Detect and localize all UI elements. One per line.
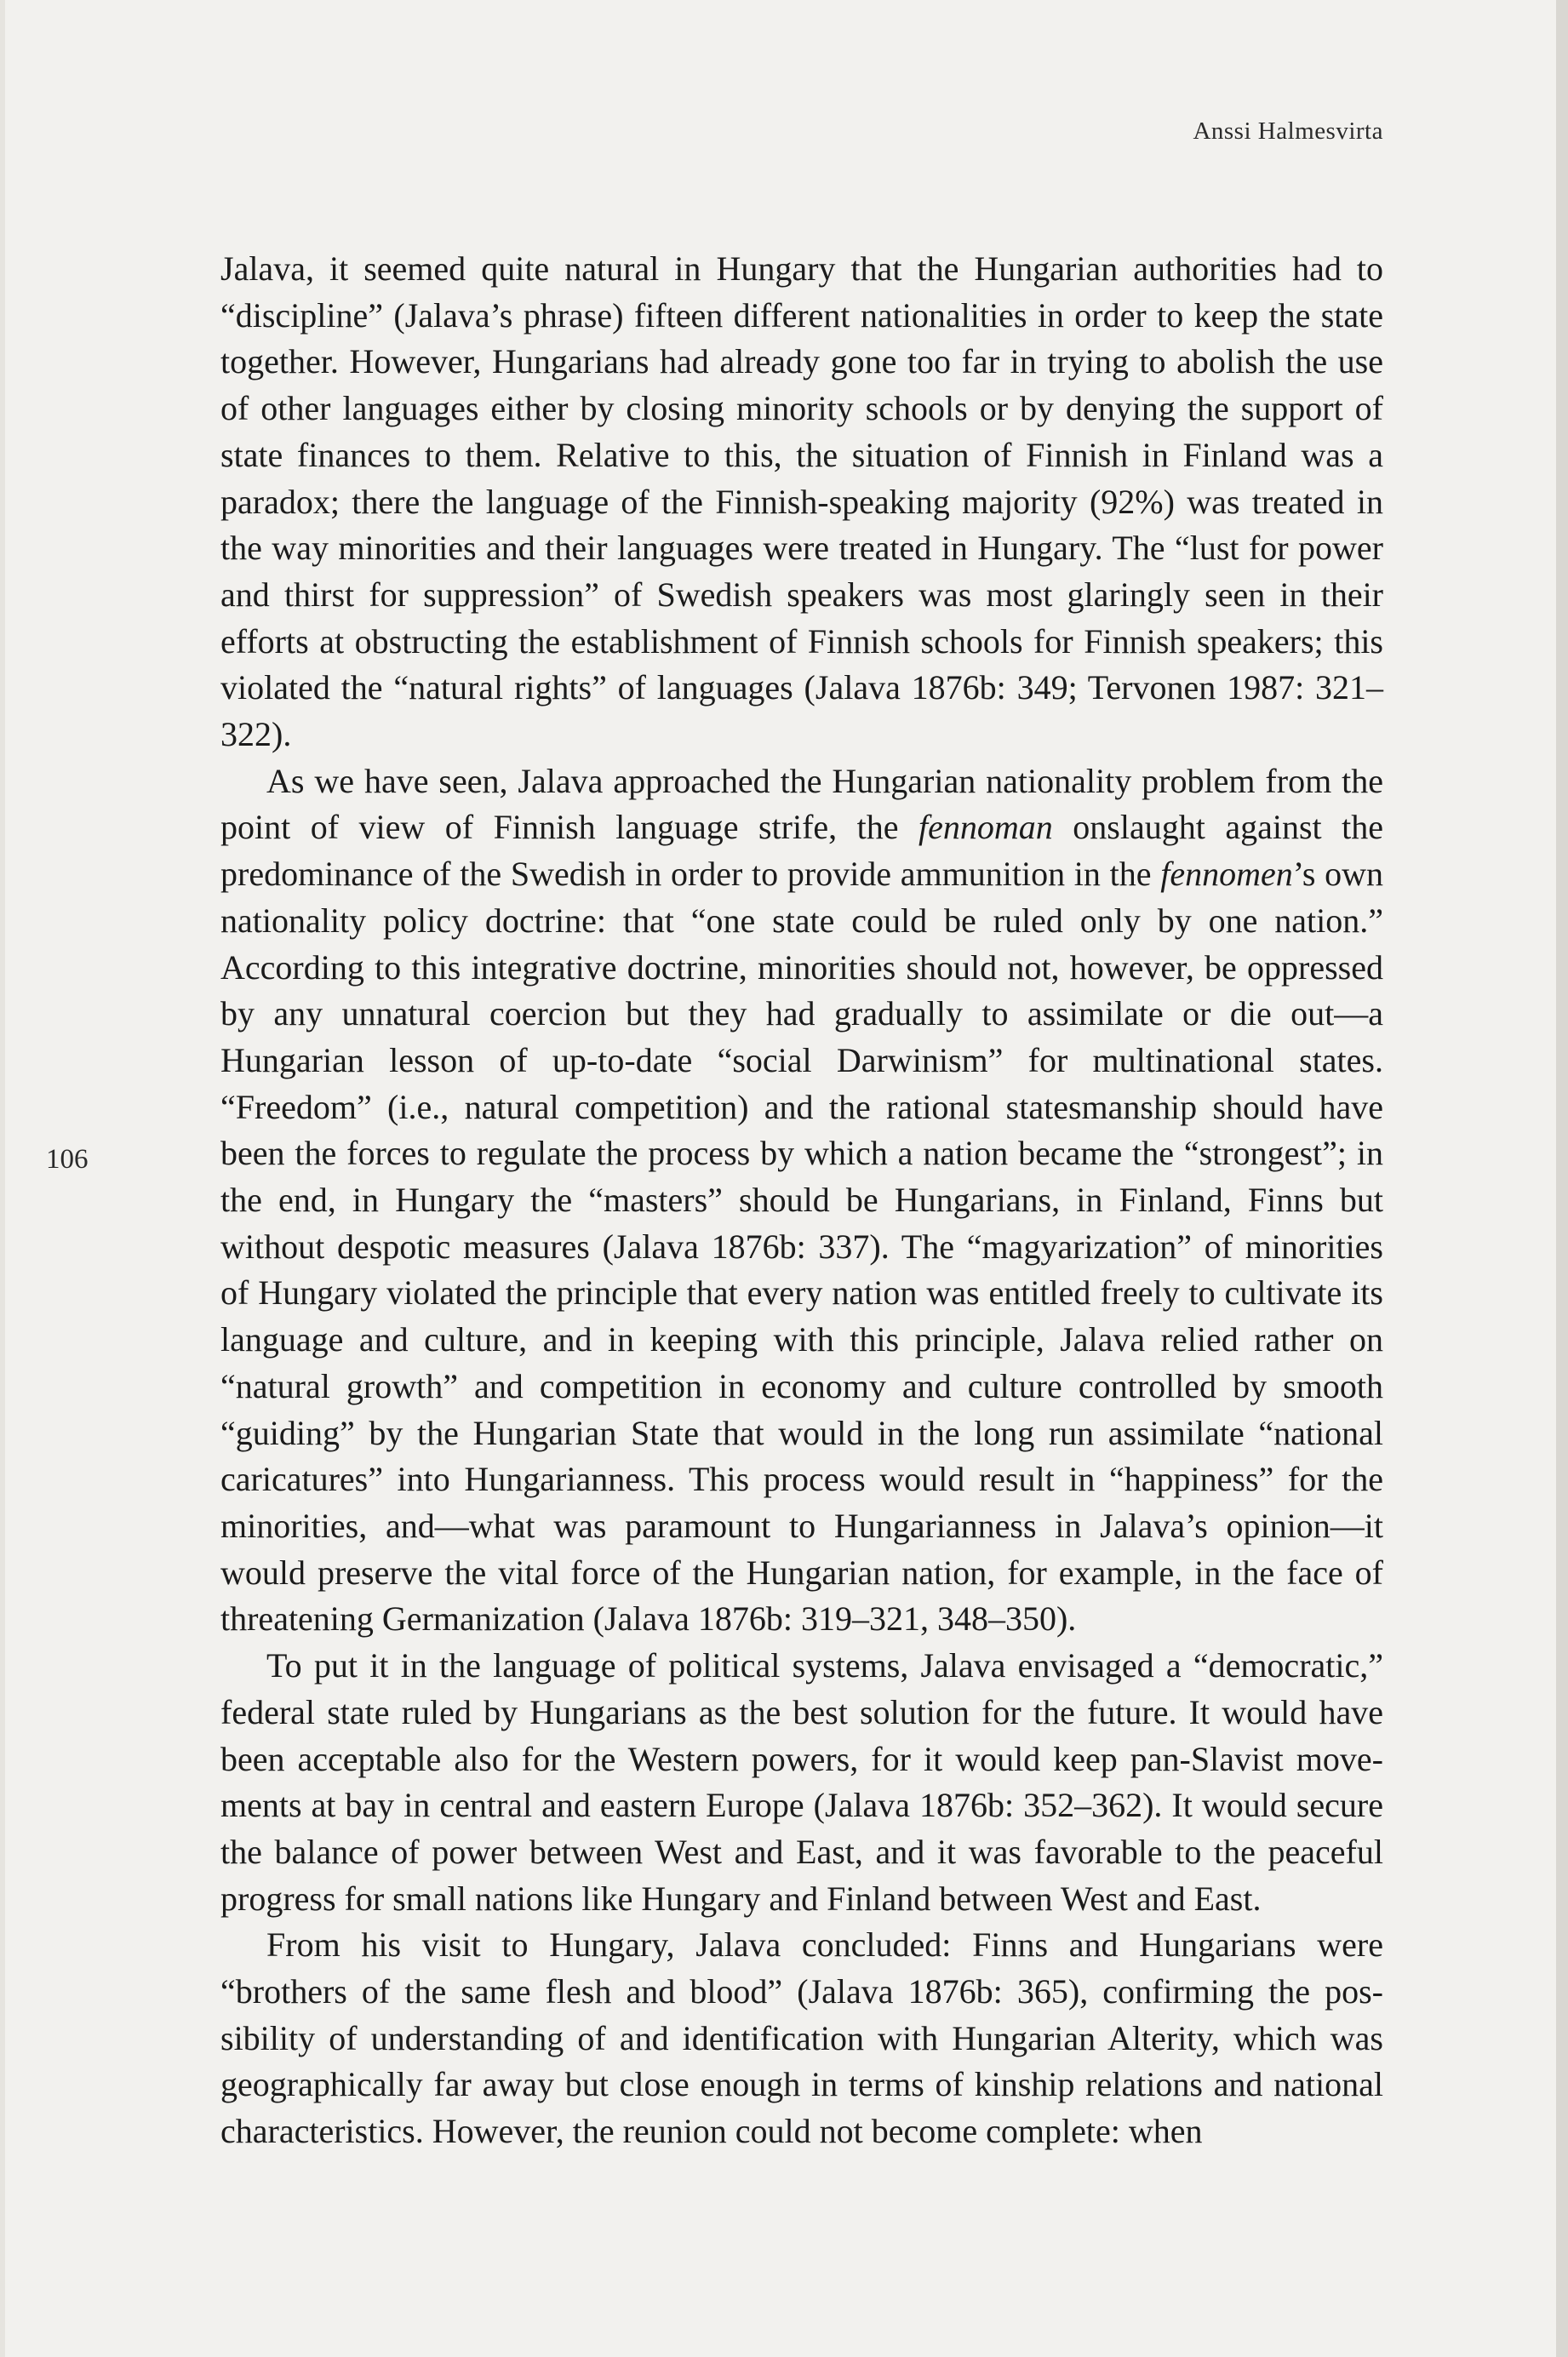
paragraph-2-part-1: As we have seen, Jalava approached the Hungarian nationality problem from the point of view of Finnish language strife, the <box>220 761 1383 847</box>
paragraph-2-italic-fennoman: fennoman <box>918 808 1053 847</box>
paragraph-3: To put it in the language of political systems, Jalava envisaged a “democratic,” federal state ruled by Hungarians as the best solution for the future. It would have been acceptable also for the Western powers, for it would keep pan-Slavist movements at bay in central and eastern Europe (Jalava 1876b: 352–362). It would secure the balance of power between West and East, and it was favorable to the peaceful progress for small nations like Hungary and Finland between West and East. <box>220 1646 1383 1918</box>
body-text <box>220 246 1383 2155</box>
paragraph-4: From his visit to Hungary, Jalava concluded: Finns and Hungarians were “brothers of the same flesh and blood” (Jalava 1876b: 365), confirming the possibility of understanding of and identification with Hungarian Alterity, which was geographically far away but close enough in terms of kinship relations and national characteristics. However, the reunion could not become complete: when <box>220 1925 1383 2151</box>
paragraph-1: Jalava, it seemed quite natural in Hungary that the Hungarian authorities had to “discipline” (Jalava’s phrase) fifteen different nationalities in order to keep the state together. However, Hungarians had already gone too far in trying to abolish the use of other languages either by closing minority schools or by denying the support of state finances to them. Relative to this, the situation of Finnish in Finland was a paradox; there the language of the Finnish-speaking majority (92%) was treated in the way minorities and their languages were treated in Hungary. The “lust for power and thirst for suppression” of Swedish speakers was most glaringly seen in their efforts at obstructing the establishment of Finnish schools for Finnish speakers; this violated the “natural rights” of languages (Jalava 1876b: 349; Tervonen 1987: 321–322). <box>220 249 1383 754</box>
paragraph-2-part-2: onslaught against the predominance of the Swedish in order to provide ammunition in the <box>220 808 1384 894</box>
paragraph-2-italic-fennomen: fennomen <box>1160 855 1293 894</box>
paragraph-2-part-3: ’s own nationality policy doctrine: that “one state could be ruled only by one nation.” According to this integrative doctrine, minorities should not, however, be oppressed by any unnatural coercion but they had gradually to assimilate or die out—a Hungarian lesson of up-to-date “social Darwinism” for multinational states. “Freedom” (i.e., natural competition) and the rational statesmanship should have been the forces to regulate the process by which a nation became the “strongest”; in the end, in Hungary the “masters” should be Hungarians, in Finland, Finns but without despotic measures (Jalava 1876b: 337). The “magyarization” of minorities of Hungary violated the principle that every nation was entitled freely to cultivate its language and culture, and in keeping with this principle, Jalava relied rather on “natural growth” and competition in economy and culture controlled by smooth “guiding” by the Hungarian State that would in the long run assimilate “national caricatures” into Hungarianness. This process would result in “happiness” for the minorities, and—what was paramount to Hungarianness in Jalava’s opinion—it would preserve the vital force of the Hungarian nation, for example, in the face of threatening Germanization (Jalava 1876b: 319–321, 348–350). <box>220 855 1383 1639</box>
page-edge-left <box>0 0 5 2357</box>
page-edge-right <box>1556 0 1568 2357</box>
running-head: Anssi Halmesvirta <box>1193 117 1383 145</box>
page-number: 106 <box>46 1144 89 1175</box>
paragraph-2 <box>220 758 1383 1643</box>
